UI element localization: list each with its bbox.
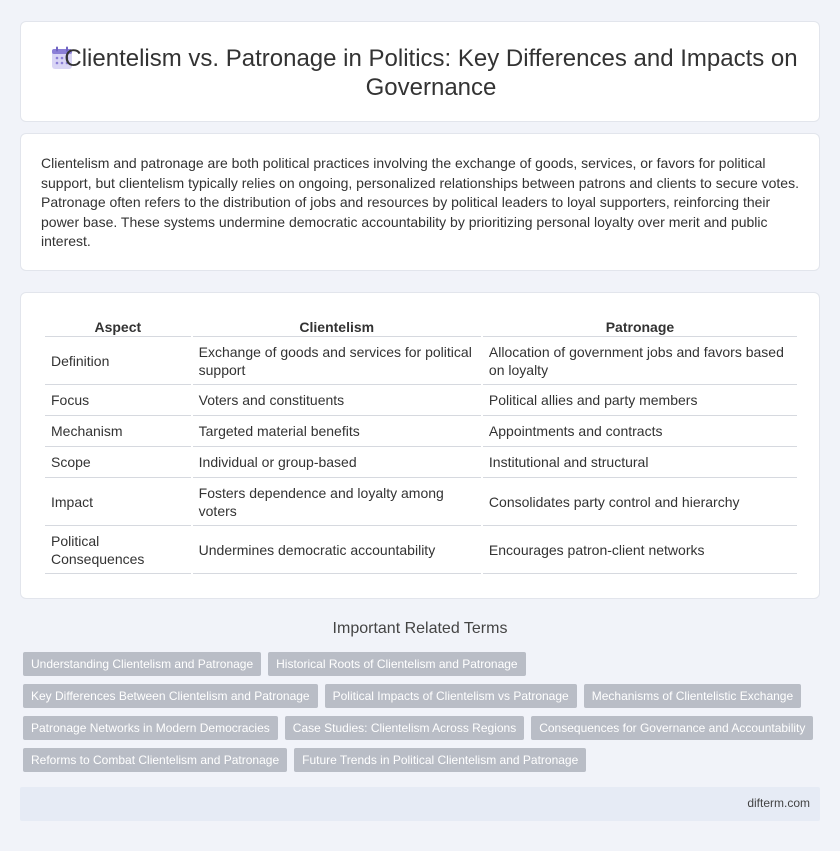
- cell-clientelism: Fosters dependence and loyalty among voters: [193, 478, 481, 526]
- cell-patronage: Political allies and party members: [483, 385, 797, 416]
- cell-aspect: Definition: [45, 337, 191, 385]
- table-row: [45, 337, 797, 385]
- cell-clientelism: Undermines democratic accountability: [193, 526, 481, 574]
- table-row: [45, 416, 797, 447]
- table-row: [45, 385, 797, 416]
- cell-clientelism: Exchange of goods and services for political support: [193, 337, 481, 385]
- related-term-link[interactable]: Reforms to Combat Clientelism and Patronage: [23, 748, 287, 772]
- cell-aspect: Impact: [45, 478, 191, 526]
- table-row: [45, 478, 797, 526]
- related-term-link[interactable]: Historical Roots of Clientelism and Patronage: [268, 652, 525, 676]
- tag-row: [23, 684, 823, 708]
- cell-clientelism: Individual or group-based: [193, 447, 481, 478]
- related-term-link[interactable]: Political Impacts of Clientelism vs Patronage: [325, 684, 577, 708]
- page-title: Clientelism vs. Patronage in Politics: Key Differences and Impacts on Governance: [64, 45, 798, 101]
- related-term-link[interactable]: Case Studies: Clientelism Across Regions: [285, 716, 524, 740]
- related-term-link[interactable]: Understanding Clientelism and Patronage: [23, 652, 261, 676]
- header-aspect: Aspect: [45, 315, 191, 337]
- cell-aspect: Political Consequences: [45, 526, 191, 574]
- header-patronage: Patronage: [483, 315, 797, 337]
- header-card: [20, 21, 820, 122]
- cell-patronage: Institutional and structural: [483, 447, 797, 478]
- cell-clientelism: Targeted material benefits: [193, 416, 481, 447]
- related-terms-list: [23, 652, 823, 780]
- related-term-link[interactable]: Consequences for Governance and Accountability: [531, 716, 813, 740]
- comparison-table: [43, 315, 799, 574]
- header-clientelism: Clientelism: [193, 315, 481, 337]
- cell-aspect: Scope: [45, 447, 191, 478]
- related-term-link[interactable]: Key Differences Between Clientelism and Patronage: [23, 684, 318, 708]
- cell-aspect: Focus: [45, 385, 191, 416]
- table-row: [45, 447, 797, 478]
- table-header-row: [45, 315, 797, 337]
- cell-patronage: Consolidates party control and hierarchy: [483, 478, 797, 526]
- footer-brand[interactable]: difterm.com: [747, 796, 810, 810]
- related-term-link[interactable]: Future Trends in Political Clientelism and Patronage: [294, 748, 586, 772]
- cell-patronage: Allocation of government jobs and favors based on loyalty: [483, 337, 797, 385]
- cell-patronage: Encourages patron-client networks: [483, 526, 797, 574]
- comparison-table-card: [20, 292, 820, 599]
- footer: [20, 787, 820, 821]
- cell-aspect: Mechanism: [45, 416, 191, 447]
- intro-card: [20, 133, 820, 271]
- related-term-link[interactable]: Mechanisms of Clientelistic Exchange: [584, 684, 801, 708]
- table-row: [45, 526, 797, 574]
- cell-clientelism: Voters and constituents: [193, 385, 481, 416]
- tag-row: [23, 748, 823, 772]
- related-terms-title: Important Related Terms: [332, 620, 508, 637]
- intro-paragraph: Clientelism and patronage are both political practices involving the exchange of goods, services, or favors for political support, but clientelism typically relies on ongoing, personalized relationships between patrons and clients to secure votes. Patronage often refers to the distribution of jobs and resources by political leaders to loyal supporters, reinforcing their power base. These systems undermine democratic accountability by prioritizing personal loyalty over merit and public interest.: [41, 155, 799, 250]
- tag-row: [23, 716, 823, 740]
- tag-row: [23, 652, 823, 676]
- cell-patronage: Appointments and contracts: [483, 416, 797, 447]
- related-term-link[interactable]: Patronage Networks in Modern Democracies: [23, 716, 278, 740]
